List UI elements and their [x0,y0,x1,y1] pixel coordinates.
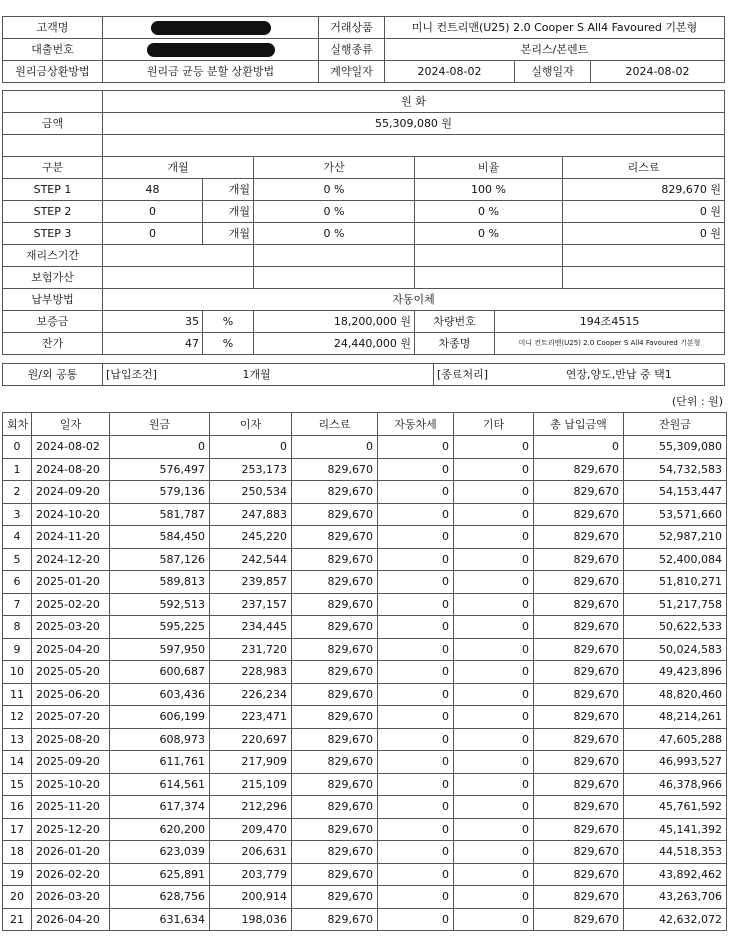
exec-type-label: 실행종류 [319,39,385,61]
table-cell: 239,857 [210,571,292,594]
table-cell: 0 [454,908,534,931]
col-car-tax: 자동차세 [378,413,454,436]
table-cell: 0 [454,458,534,481]
step-row: STEP 1 48 개월 0 % 100 % 829,670 원 [3,179,725,201]
table-row [3,548,727,571]
table-cell: 829,670 [292,841,378,864]
table-cell: 0 [454,863,534,886]
car-name-label: 차종명 [415,333,495,355]
table-cell: 0 [454,751,534,774]
table-cell: 226,234 [210,683,292,706]
table-cell: 829,670 [534,616,624,639]
table-cell: 50,024,583 [624,638,727,661]
col-add: 가산 [254,157,415,179]
contract-date-label: 계약일자 [319,61,385,83]
car-no-label: 차량번호 [415,311,495,333]
table-cell: 2025-01-20 [32,571,110,594]
deposit-pct: 35 [103,311,203,333]
table-row [3,571,727,594]
table-cell: 0 [378,503,454,526]
step-row: STEP 2 0 개월 0 % 0 % 0 원 [3,201,725,223]
table-cell: 49,423,896 [624,661,727,684]
table-cell: 0 [110,436,210,459]
amount-label: 금액 [3,113,103,135]
table-cell: 623,039 [110,841,210,864]
table-cell: 234,445 [210,616,292,639]
deposit-label: 보증금 [3,311,103,333]
table-cell: 228,983 [210,661,292,684]
table-cell: 21 [3,908,32,931]
table-cell: 54,153,447 [624,481,727,504]
table-cell: 250,534 [210,481,292,504]
table-row [3,661,727,684]
table-cell: 4 [3,526,32,549]
relist-label: 재리스기간 [3,245,103,267]
table-cell: 829,670 [534,908,624,931]
table-cell: 0 [378,683,454,706]
repay-method-label: 원리금상환방법 [3,61,103,83]
table-cell: 0 [454,661,534,684]
table-cell: 829,670 [292,773,378,796]
table-cell: 829,670 [534,593,624,616]
table-cell: 1 [3,458,32,481]
table-row [3,886,727,909]
table-row [3,796,727,819]
table-cell: 245,220 [210,526,292,549]
col-other: 기타 [454,413,534,436]
table-cell: 16 [3,796,32,819]
table-cell: 48,214,261 [624,706,727,729]
table-cell: 2025-05-20 [32,661,110,684]
table-cell: 10 [3,661,32,684]
table-cell: 829,670 [534,503,624,526]
table-cell: 54,732,583 [624,458,727,481]
table-cell: 0 [454,841,534,864]
table-cell: 51,810,271 [624,571,727,594]
table-row [3,841,727,864]
table-cell: 0 [454,548,534,571]
table-cell: 584,450 [110,526,210,549]
deposit-amount: 18,200,000 원 [254,311,415,333]
table-cell: 829,670 [292,593,378,616]
table-cell: 0 [454,728,534,751]
table-cell: 52,987,210 [624,526,727,549]
table-cell: 829,670 [292,571,378,594]
customer-name-redacted [103,17,319,39]
end-label: [종료처리] [434,364,514,386]
car-no-value: 194조4515 [495,311,725,333]
table-cell: 247,883 [210,503,292,526]
table-cell: 611,761 [110,751,210,774]
table-cell: 829,670 [292,751,378,774]
table-cell: 2025-08-20 [32,728,110,751]
table-cell: 6 [3,571,32,594]
table-cell: 592,513 [110,593,210,616]
table-cell: 829,670 [534,886,624,909]
table-cell: 0 [534,436,624,459]
table-cell: 829,670 [292,908,378,931]
contract-date-value: 2024-08-02 [385,61,515,83]
table-cell: 46,378,966 [624,773,727,796]
table-row [3,908,727,931]
table-cell: 0 [378,638,454,661]
table-cell: 829,670 [292,818,378,841]
table-row [3,751,727,774]
table-cell: 829,670 [292,661,378,684]
table-cell: 829,670 [534,751,624,774]
car-name-value: 미니 컨트리맨(U25) 2.0 Cooper S All4 Favoured 기본형 [495,333,725,355]
table-cell: 600,687 [110,661,210,684]
table-cell: 597,950 [110,638,210,661]
table-cell: 0 [454,773,534,796]
table-cell: 0 [378,481,454,504]
table-cell: 628,756 [110,886,210,909]
table-cell: 206,631 [210,841,292,864]
col-interest: 이자 [210,413,292,436]
table-cell: 595,225 [110,616,210,639]
table-cell: 0 [378,593,454,616]
table-cell: 45,141,392 [624,818,727,841]
table-cell: 0 [454,526,534,549]
payment-value: 자동이체 [103,289,725,311]
table-cell: 829,670 [292,481,378,504]
table-cell: 3 [3,503,32,526]
table-cell: 42,632,072 [624,908,727,931]
table-cell: 0 [378,728,454,751]
table-cell: 9 [3,638,32,661]
exec-date-value: 2024-08-02 [591,61,725,83]
table-cell: 0 [378,796,454,819]
table-cell: 579,136 [110,481,210,504]
table-cell: 617,374 [110,796,210,819]
exec-date-label: 실행일자 [515,61,591,83]
residual-amount: 24,440,000 원 [254,333,415,355]
table-cell: 829,670 [292,683,378,706]
table-cell: 829,670 [534,706,624,729]
table-cell: 2026-02-20 [32,863,110,886]
col-lease-fee: 리스료 [292,413,378,436]
table-cell: 0 [378,886,454,909]
col-fee: 리스료 [563,157,725,179]
payment-schedule-table [2,412,727,931]
pay-cond-value: 1개월 [203,364,434,386]
table-cell: 2026-04-20 [32,908,110,931]
table-cell: 0 [454,818,534,841]
residual-pct: 47 [103,333,203,355]
table-row [3,481,727,504]
table-cell: 198,036 [210,908,292,931]
table-cell: 0 [378,436,454,459]
table-row [3,503,727,526]
table-cell: 50,622,533 [624,616,727,639]
table-row [3,818,727,841]
table-cell: 15 [3,773,32,796]
table-cell: 829,670 [292,503,378,526]
table-cell: 51,217,758 [624,593,727,616]
product-value: 미니 컨트리맨(U25) 2.0 Cooper S All4 Favoured 기본형 [385,17,725,39]
table-cell: 0 [378,616,454,639]
table-cell: 47,605,288 [624,728,727,751]
table-cell: 212,296 [210,796,292,819]
table-cell: 625,891 [110,863,210,886]
table-cell: 2025-12-20 [32,818,110,841]
loan-no-label: 대출번호 [3,39,103,61]
table-cell: 829,670 [534,728,624,751]
col-total: 총 납입금액 [534,413,624,436]
table-cell: 0 [378,841,454,864]
table-cell: 581,787 [110,503,210,526]
table-cell: 237,157 [210,593,292,616]
table-cell: 829,670 [292,728,378,751]
table-cell: 2025-10-20 [32,773,110,796]
table-cell: 829,670 [292,706,378,729]
table-cell: 614,561 [110,773,210,796]
table-cell: 11 [3,683,32,706]
end-value: 연장,양도,반납 중 택1 [514,364,725,386]
schedule-body [3,436,727,931]
col-months: 개월 [103,157,254,179]
table-cell: 7 [3,593,32,616]
table-cell: 0 [454,683,534,706]
table-cell: 2024-08-20 [32,458,110,481]
table-cell: 2025-02-20 [32,593,110,616]
table-cell: 0 [454,796,534,819]
table-cell: 0 [378,818,454,841]
table-cell: 2025-06-20 [32,683,110,706]
table-cell: 231,720 [210,638,292,661]
table-cell: 620,200 [110,818,210,841]
table-cell: 12 [3,706,32,729]
table-cell: 53,571,660 [624,503,727,526]
table-cell: 829,670 [534,773,624,796]
table-cell: 45,761,592 [624,796,727,819]
table-cell: 242,544 [210,548,292,571]
table-cell: 2025-04-20 [32,638,110,661]
table-row [3,773,727,796]
currency-header: 원 화 [103,91,725,113]
table-cell: 215,109 [210,773,292,796]
table-cell: 0 [378,458,454,481]
table-cell: 200,914 [210,886,292,909]
table-row [3,728,727,751]
table-cell: 0 [454,706,534,729]
table-cell: 0 [378,661,454,684]
table-cell: 0 [454,638,534,661]
table-cell: 631,634 [110,908,210,931]
table-cell: 253,173 [210,458,292,481]
table-cell: 55,309,080 [624,436,727,459]
table-cell: 2 [3,481,32,504]
table-cell: 0 [378,548,454,571]
table-cell: 19 [3,863,32,886]
table-cell: 0 [454,436,534,459]
col-gubun: 구분 [3,157,103,179]
customer-label: 고객명 [3,17,103,39]
table-cell: 829,670 [534,863,624,886]
table-cell: 48,820,460 [624,683,727,706]
table-cell: 43,263,706 [624,886,727,909]
table-cell: 829,670 [534,638,624,661]
repay-method-value: 원리금 균등 분할 상환방법 [103,61,319,83]
table-cell: 52,400,084 [624,548,727,571]
contract-header-table [2,16,725,61]
col-date: 일자 [32,413,110,436]
table-cell: 2025-11-20 [32,796,110,819]
contract-dates-table [2,60,725,83]
table-cell: 829,670 [534,571,624,594]
table-cell: 829,670 [292,526,378,549]
table-cell: 0 [210,436,292,459]
table-cell: 829,670 [534,526,624,549]
product-label: 거래상품 [319,17,385,39]
table-cell: 0 [378,863,454,886]
col-principal: 원금 [110,413,210,436]
table-row [3,863,727,886]
table-cell: 576,497 [110,458,210,481]
table-cell: 2026-03-20 [32,886,110,909]
table-cell: 0 [378,526,454,549]
table-cell: 2024-12-20 [32,548,110,571]
table-cell: 43,892,462 [624,863,727,886]
table-cell: 14 [3,751,32,774]
col-balance: 잔원금 [624,413,727,436]
table-cell: 608,973 [110,728,210,751]
table-cell: 829,670 [534,683,624,706]
table-cell: 8 [3,616,32,639]
table-cell: 829,670 [534,458,624,481]
table-cell: 829,670 [292,616,378,639]
insurance-label: 보험가산 [3,267,103,289]
table-cell: 18 [3,841,32,864]
table-row [3,706,727,729]
table-cell: 0 [378,773,454,796]
col-round: 회차 [3,413,32,436]
table-cell: 0 [454,593,534,616]
table-cell: 0 [454,616,534,639]
table-cell: 589,813 [110,571,210,594]
table-cell: 606,199 [110,706,210,729]
lease-summary-table: 원 화 금액 55,309,080 원 구분 개월 가산 비율 리스료 STEP 1 48 개월 0 % 100 % 829,670 원 STEP 2 0 개월 0 % 0 % 0 원 STEP 3 0 개월 0 % 0 % 0 원 재리스기간 보험가산 납부방법 자동이체 보증금 35 % 18,200,000 원 차량번호 194조4515 잔가 47 % 24,440,000 원 차종명 미니 컨트리맨(U25) 2.0 Cooper S All4 Favoured 기본형 [2,90,725,355]
amount-value: 55,309,080 원 [103,113,725,135]
table-cell: 0 [378,908,454,931]
table-cell: 0 [454,481,534,504]
table-cell: 220,697 [210,728,292,751]
table-cell: 829,670 [534,548,624,571]
table-row [3,638,727,661]
table-cell: 0 [292,436,378,459]
table-cell: 0 [378,706,454,729]
table-cell: 20 [3,886,32,909]
table-cell: 829,670 [292,638,378,661]
table-cell: 829,670 [534,841,624,864]
table-cell: 829,670 [292,886,378,909]
table-cell: 0 [378,751,454,774]
table-cell: 2024-09-20 [32,481,110,504]
table-cell: 829,670 [292,863,378,886]
table-cell: 17 [3,818,32,841]
table-cell: 46,993,527 [624,751,727,774]
col-ratio: 비율 [415,157,563,179]
table-row [3,593,727,616]
table-cell: 829,670 [534,481,624,504]
table-row [3,458,727,481]
table-cell: 829,670 [292,458,378,481]
table-cell: 2025-07-20 [32,706,110,729]
residual-label: 잔가 [3,333,103,355]
table-cell: 0 [378,571,454,594]
table-cell: 829,670 [534,796,624,819]
table-cell: 44,518,353 [624,841,727,864]
table-cell: 0 [3,436,32,459]
step-row: STEP 3 0 개월 0 % 0 % 0 원 [3,223,725,245]
table-cell: 223,471 [210,706,292,729]
table-cell: 2024-08-02 [32,436,110,459]
table-row [3,683,727,706]
exec-type-value: 본리스/본렌트 [385,39,725,61]
table-cell: 829,670 [534,661,624,684]
table-cell: 2024-11-20 [32,526,110,549]
table-cell: 5 [3,548,32,571]
table-row [3,436,727,459]
table-cell: 209,470 [210,818,292,841]
table-cell: 217,909 [210,751,292,774]
payment-label: 납부방법 [3,289,103,311]
table-cell: 829,670 [292,548,378,571]
table-cell: 603,436 [110,683,210,706]
table-cell: 2025-03-20 [32,616,110,639]
table-cell: 0 [454,886,534,909]
table-cell: 829,670 [534,818,624,841]
loan-no-redacted [103,39,319,61]
table-row [3,616,727,639]
table-cell: 2025-09-20 [32,751,110,774]
pay-cond-label: [납입조건] [103,364,203,386]
table-row [3,526,727,549]
table-cell: 829,670 [292,796,378,819]
unit-note: (단위 : 원) [671,395,723,408]
common-conditions-table [2,363,725,386]
table-cell: 0 [454,571,534,594]
table-cell: 13 [3,728,32,751]
common-label: 원/외 공통 [3,364,103,386]
table-cell: 2024-10-20 [32,503,110,526]
table-cell: 203,779 [210,863,292,886]
table-cell: 587,126 [110,548,210,571]
table-cell: 0 [454,503,534,526]
table-cell: 2026-01-20 [32,841,110,864]
